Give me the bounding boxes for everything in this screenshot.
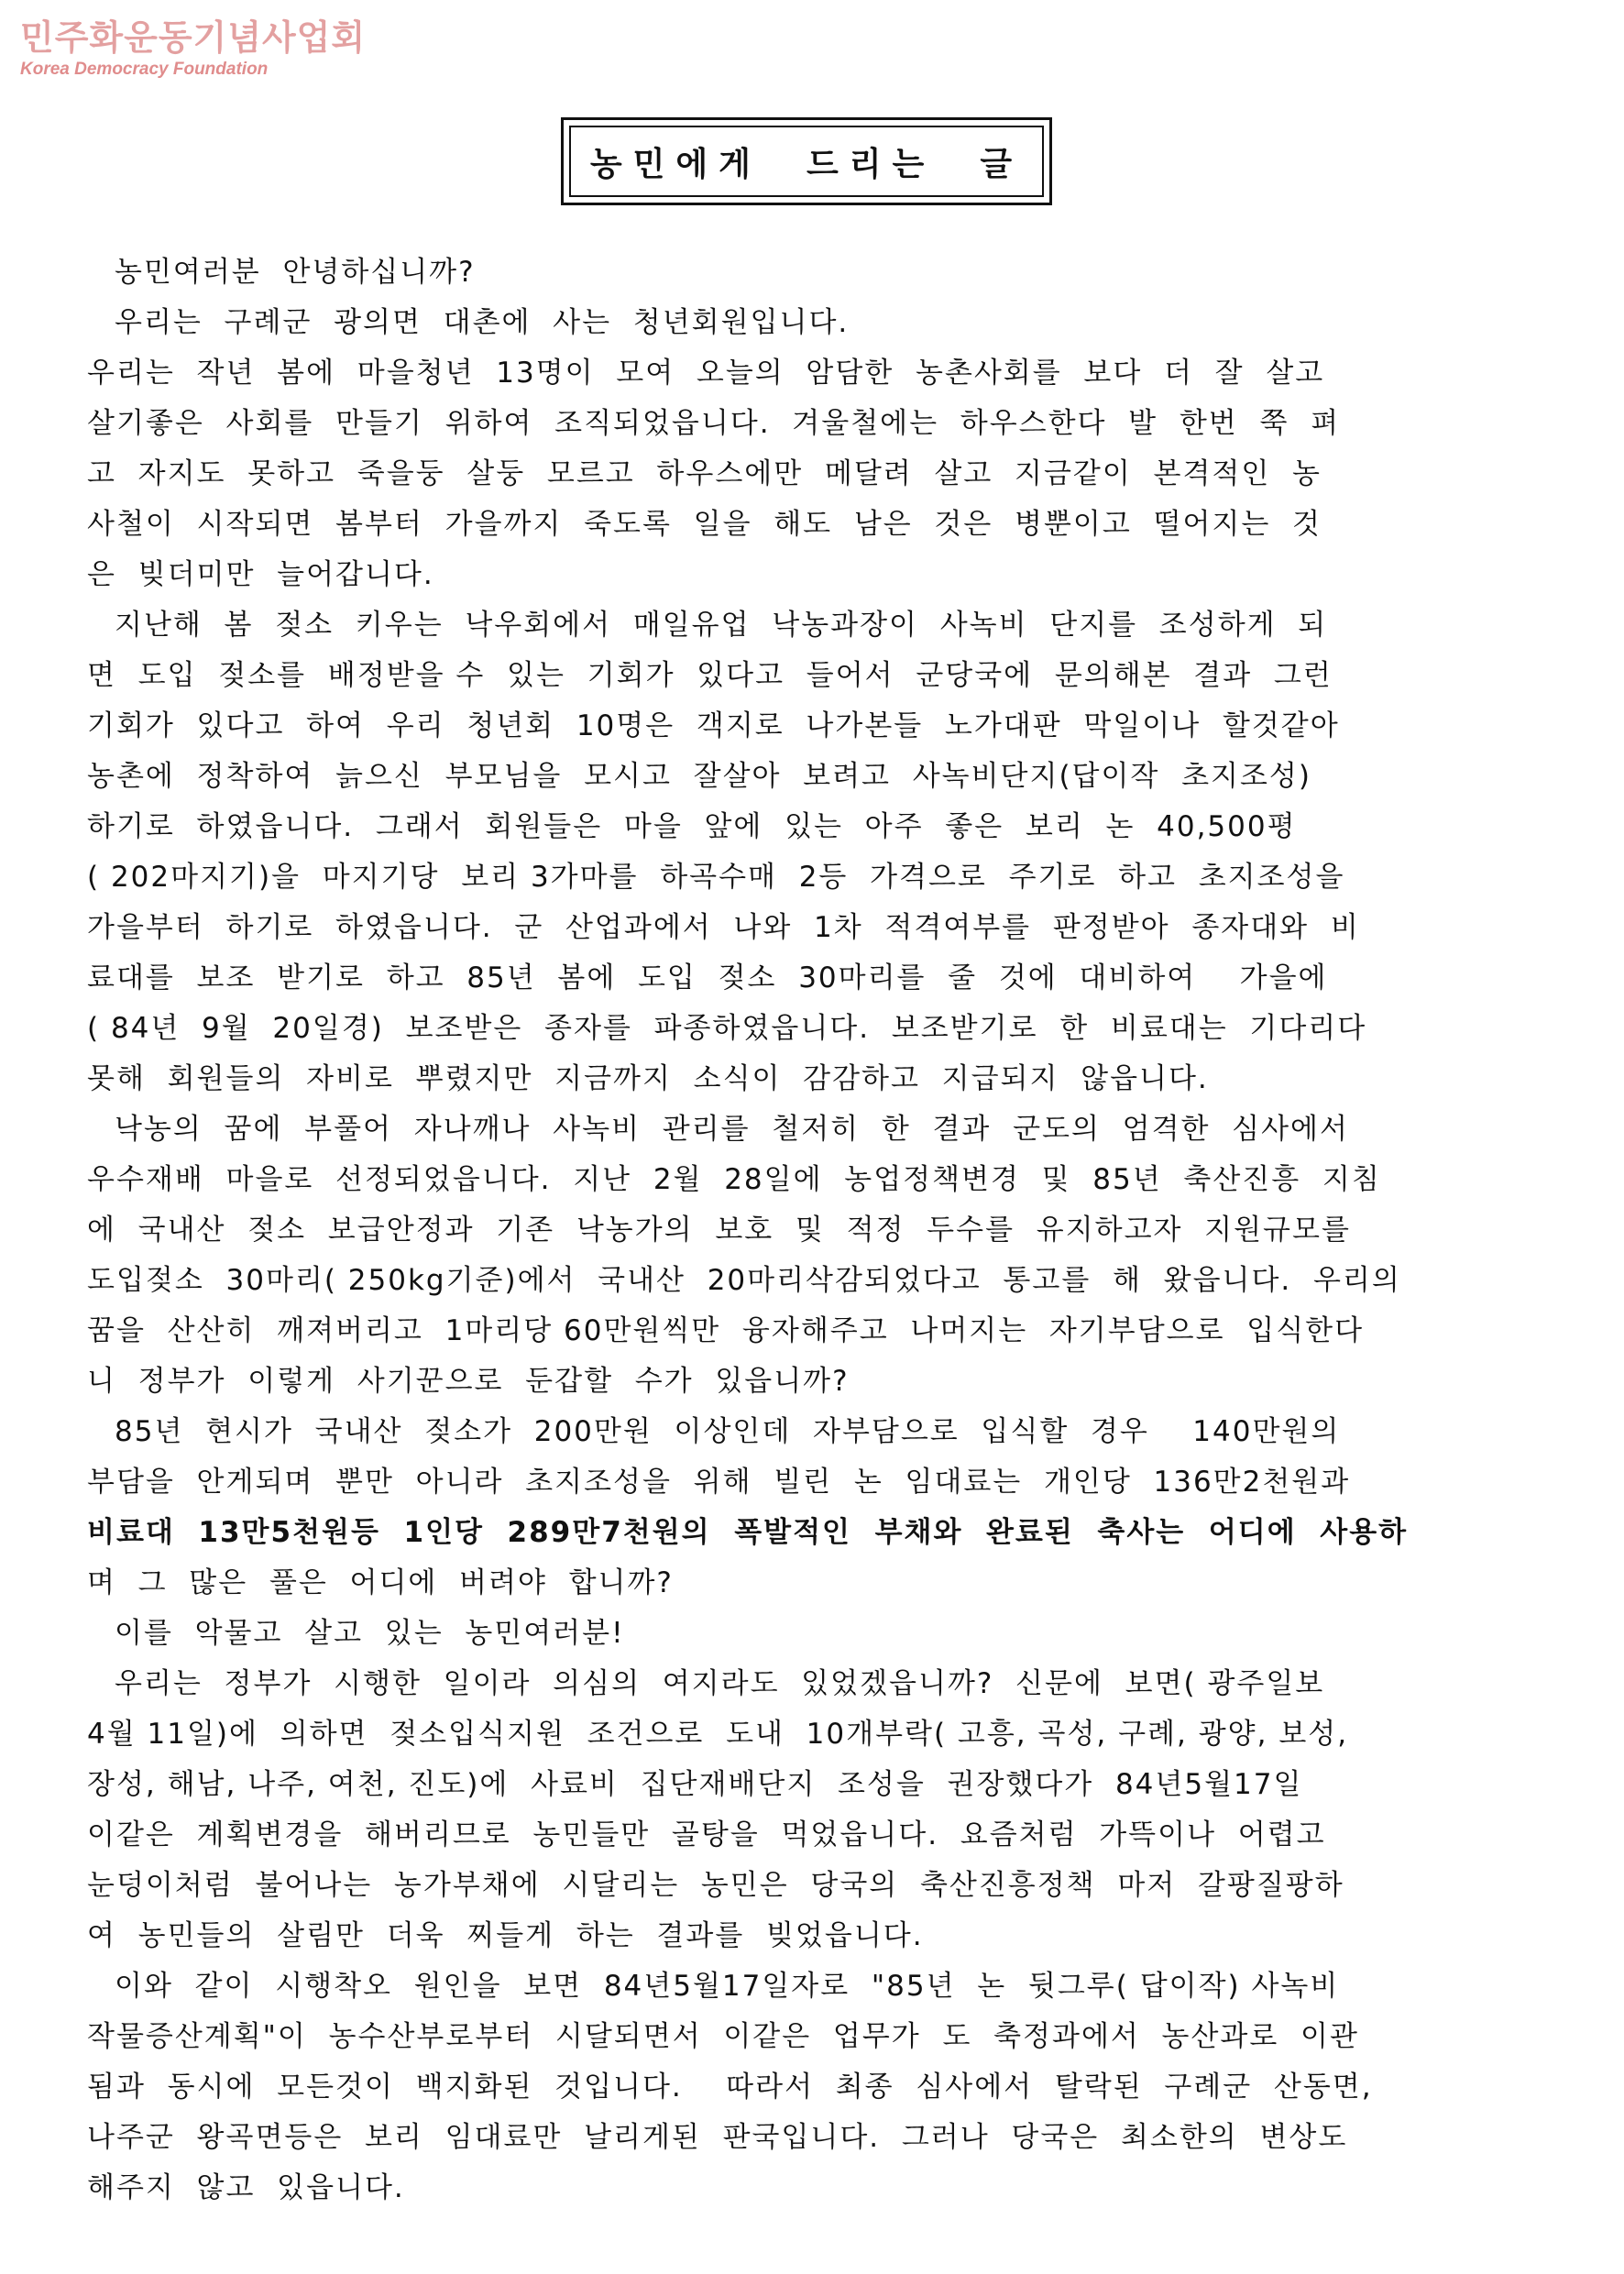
text-line: 낙농의 꿈에 부풀어 자나깨나 사녹비 관리를 철저히 한 결과 군도의 엄격한 심사에서 — [115, 1113, 1349, 1146]
text-line: 도입젖소 30마리( 250kg기준)에서 국내산 20마리삭감되었다고 통고를 해 왔읍니다. 우리의 — [87, 1264, 1401, 1297]
text-line: 이같은 계획변경을 해버리므로 농민들만 골탕을 먹었읍니다. 요즘처럼 가뜩이나 어렵고 — [87, 1818, 1326, 1851]
watermark-logo — [20, 17, 367, 79]
text-line: 작물증산계획"이 농수산부로부터 시달되면서 이같은 업무가 도 축정과에서 농산과로 이관 — [87, 2020, 1359, 2053]
text-line: 우리는 정부가 시행한 일이라 의심의 여지라도 있었겠읍니까? 신문에 보면( 광주일보 — [115, 1667, 1325, 1700]
text-line: ( 202마지기)을 마지기당 보리 3가마를 하곡수매 2등 가격으로 주기로 하고 초지조성을 — [87, 861, 1345, 894]
text-line: 농민여러분 안녕하십니까? — [115, 256, 476, 289]
text-line: 농촌에 정착하여 늙으신 부모님을 모시고 잘살아 보려고 사녹비단지(답이작 초지조성) — [87, 760, 1311, 793]
text-line: 고 자지도 못하고 죽을둥 살둥 모르고 하우스에만 메달려 살고 지금같이 본격적인 농 — [87, 457, 1322, 490]
text-line: 면 도입 젖소를 배정받을 수 있는 기회가 있다고 들어서 군당국에 문의해본 결과 그런 — [87, 659, 1333, 692]
text-line: 살기좋은 사회를 만들기 위하여 조직되었읍니다. 겨울철에는 하우스한다 발 한번 쭉 펴 — [87, 407, 1341, 440]
text-line: 니 정부가 이렇게 사기꾼으로 둔갑할 수가 있읍니까? — [87, 1365, 850, 1398]
text-line: 됨과 동시에 모든것이 백지화된 것입니다. 따라서 최종 심사에서 탈락된 구례군 산동면, — [87, 2071, 1373, 2104]
text-line: 장성, 해남, 나주, 여천, 진도)에 사료비 집단재배단지 조성을 권장했다가 84년5월17일 — [87, 1768, 1303, 1801]
document-title: 농민에게 드리는 글 — [589, 145, 1024, 183]
text-line: 85년 현시가 국내산 젖소가 200만원 이상인데 자부담으로 입식할 경우 140만원의 — [115, 1415, 1341, 1448]
text-line: 4월 11일)에 의하면 젖소입식지원 조건으로 도내 10개부락( 고흥, 곡성, 구례, 광양, 보성, — [87, 1718, 1349, 1751]
text-line: 여 농민들의 살림만 더욱 찌들게 하는 결과를 빚었읍니다. — [87, 1919, 924, 1952]
text-line: 해주지 않고 있읍니다. — [87, 2171, 405, 2204]
text-line: 가을부터 하기로 하였읍니다. 군 산업과에서 나와 1차 적격여부를 판정받아 종자대와 비 — [87, 911, 1360, 944]
text-line: 이를 악물고 살고 있는 농민여러분! — [115, 1617, 625, 1650]
text-line: 눈덩이처럼 불어나는 농가부채에 시달리는 농민은 당국의 축산진흥정책 마저 갈팡질팡하 — [87, 1869, 1344, 1902]
document-body — [87, 247, 1553, 2214]
text-line: 우수재배 마을로 선정되었읍니다. 지난 2월 28일에 농업정책변경 및 85년 축산진흥 지침 — [87, 1163, 1381, 1196]
text-line: 못해 회원들의 자비로 뿌렸지만 지금까지 소식이 감감하고 지급되지 않읍니다. — [87, 1062, 1209, 1095]
watermark-org-english: Korea Democracy Foundation — [20, 60, 269, 79]
text-line: 료대를 보조 받기로 하고 85년 봄에 도입 젖소 30마리를 줄 것에 대비하여 가을에 — [87, 961, 1328, 994]
text-line: 며 그 많은 풀은 어디에 버려야 합니까? — [87, 1566, 674, 1599]
text-line: 부담을 안게되며 뿐만 아니라 초지조성을 위해 빌린 논 임대료는 개인당 136만2천원과 — [87, 1466, 1351, 1499]
text-line: ( 84년 9월 20일경) 보조받은 종자를 파종하였읍니다. 보조받기로 한 비료대는 기다리다 — [87, 1012, 1367, 1045]
text-line: 은 빚더미만 늘어갑니다. — [87, 558, 434, 591]
text-line: 비료대 13만5천원등 1인당 289만7천원의 폭발적인 부채와 완료된 축사는 어디에 사용하 — [87, 1516, 1409, 1549]
text-line: 꿈을 산산히 깨져버리고 1마리당 60만원씩만 융자해주고 나머지는 자기부담으로 입식한다 — [87, 1314, 1365, 1347]
text-line: 사철이 시작되면 봄부터 가을까지 죽도록 일을 해도 남은 것은 병뿐이고 떨어지는 것 — [87, 508, 1322, 541]
title-inner-frame — [569, 126, 1044, 197]
text-line: 에 국내산 젖소 보급안정과 기존 낙농가의 보호 및 적정 두수를 유지하고자 지원규모를 — [87, 1214, 1351, 1247]
text-line: 나주군 왕곡면등은 보리 임대료만 날리게된 판국입니다. 그러나 당국은 최소한의 변상도 — [87, 2121, 1348, 2154]
text-line: 우리는 구례군 광의면 대촌에 사는 청년회원입니다. — [115, 306, 850, 339]
text-line: 우리는 작년 봄에 마을청년 13명이 모여 오늘의 암담한 농촌사회를 보다 더 잘 살고 — [87, 357, 1325, 390]
title-frame — [561, 117, 1052, 205]
text-line: 기회가 있다고 하여 우리 청년회 10명은 객지로 나가본들 노가대판 막일이나 할것같아 — [87, 709, 1340, 742]
watermark-org-korean: 민주화운동기념사업회 — [20, 17, 367, 58]
text-line: 지난해 봄 젖소 키우는 낙우회에서 매일유업 낙농과장이 사녹비 단지를 조성하게 되 — [115, 609, 1328, 642]
text-line: 하기로 하였읍니다. 그래서 회원들은 마을 앞에 있는 아주 좋은 보리 논 40,500평 — [87, 810, 1297, 843]
text-line: 이와 같이 시행착오 원인을 보면 84년5월17일자로 "85년 논 뒷그루( 답이작) 사녹비 — [115, 1970, 1340, 2003]
